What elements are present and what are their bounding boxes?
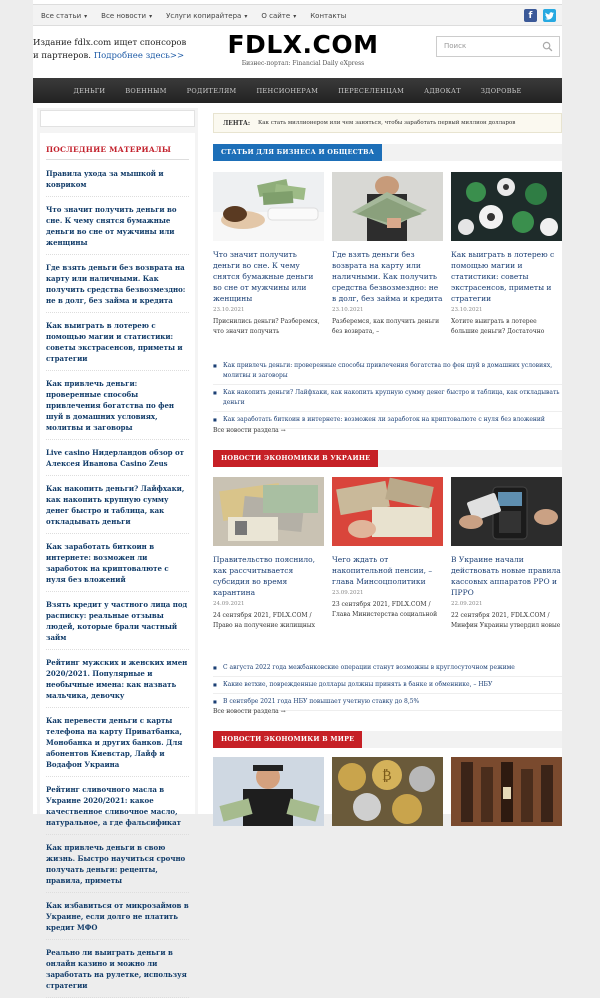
article-excerpt: Приснились деньги? Разберемся, что значит получить (213, 318, 320, 335)
main-nav-item[interactable]: РОДИТЕЛЯМ (186, 86, 237, 95)
sidebar-banner-slot (40, 110, 195, 127)
article-thumbnail[interactable] (213, 757, 324, 826)
chevron-down-icon: ▾ (84, 12, 88, 20)
latest-materials-widget (40, 133, 195, 990)
article-excerpt: 22 сентября 2021, FDLX.COM / Минфин Украины утвердил новые (451, 612, 561, 629)
top-nav-item[interactable] (41, 12, 87, 20)
chevron-down-icon: ▾ (149, 12, 153, 20)
article-thumbnail[interactable] (332, 757, 443, 826)
article-card[interactable] (332, 172, 443, 337)
sidebar-article-link[interactable]: Как накопить деньги? Лайфхаки, как накопить крупную сумму денег быстро и таблица, как откладывать деньги (46, 483, 189, 534)
search-placeholder: Поиск (444, 42, 467, 50)
section-header-world (213, 731, 562, 748)
main-nav-item[interactable]: ПЕРЕСЕЛЕНЦАМ (338, 86, 405, 95)
news-link[interactable]: ■ Как заработать биткоин в интернете: возможен ли заработок на криптовалюте с нуля без вложений (213, 412, 562, 429)
section-title[interactable]: НОВОСТИ ЭКОНОМИКИ В УКРАИНЕ (213, 450, 378, 467)
logo-subtitle: Бизнес-портал: Financial Daily eXpress (241, 60, 365, 67)
article-card[interactable] (451, 477, 562, 631)
sidebar-article-link[interactable]: Что значит получить деньги во сне. К чему снятся бумажные деньги во сне от мужчины или женщины (46, 204, 189, 255)
article-card[interactable] (332, 477, 443, 620)
twitter-icon[interactable] (543, 9, 556, 22)
ticker-headline[interactable]: Как стать миллионером или чем заняться, чтобы заработать первый миллион долларов (258, 120, 516, 126)
sidebar-article-link[interactable]: Как привлечь деньги: проверенные способы привлечения богатства по фен шуй в домашних условиях, молитвы и заговоры (46, 378, 189, 440)
article-excerpt: Разберемся, как получить деньги без возврата, – (332, 318, 440, 335)
more-link[interactable]: Все новости раздела → (213, 708, 286, 715)
article-date: 23.10.2021 (451, 307, 483, 313)
article-thumbnail[interactable] (451, 477, 562, 546)
top-nav-item[interactable] (310, 12, 346, 20)
article-title[interactable]: Что значит получить деньги во сне. К чему снятся бумажные деньги во сне от мужчины или женщины (213, 250, 314, 303)
facebook-icon[interactable]: f (524, 9, 537, 22)
section-header-ukraine (213, 450, 562, 467)
article-excerpt: 23 сентября 2021, FDLX.COM / Глава Министерства социальной (332, 601, 438, 618)
main-nav-item[interactable]: ВОЕННЫМ (125, 86, 167, 95)
search-icon[interactable] (542, 41, 553, 52)
main-nav-item[interactable]: АДВОКАТ (424, 86, 461, 95)
site-logo[interactable] (223, 31, 383, 67)
sponsor-promo (33, 37, 193, 63)
more-link[interactable]: Все новости раздела → (213, 427, 286, 434)
article-card[interactable] (451, 172, 562, 337)
sidebar-article-link[interactable]: Как выиграть в лотерею с помощью магии и статистики: советы экстрасенсов, приметы и стратегии (46, 320, 189, 371)
main-nav-item[interactable]: ПЕНСИОНЕРАМ (256, 86, 319, 95)
sidebar-article-link[interactable]: Как заработать биткоин в интернете: возможен ли заработок на криптовалюте с нуля без вложений (46, 541, 189, 592)
search-input[interactable] (436, 36, 560, 57)
svg-text:₿: ₿ (382, 768, 392, 784)
article-title[interactable]: Правительство пояснило, как рассчитывается субсидия во время карантина (213, 555, 316, 597)
latest-materials-list (46, 168, 189, 998)
top-nav-item[interactable] (261, 12, 296, 20)
sidebar-article-link[interactable]: Взять кредит у частного лица под расписку: реальные отзывы людей, которые брали частный займ (46, 599, 189, 650)
sidebar-title: ПОСЛЕДНИЕ МАТЕРИАЛЫ (46, 145, 172, 154)
chevron-down-icon: ▾ (244, 12, 248, 20)
sidebar-article-link[interactable]: Как избавиться от микрозаймов в Украине, если долго не платить кредит МФО (46, 900, 189, 940)
top-bar (33, 4, 562, 26)
article-card[interactable] (213, 757, 324, 826)
article-card[interactable] (213, 172, 324, 337)
main-nav (33, 78, 562, 103)
sidebar-article-link[interactable]: Рейтинг мужских и женских имен 2020/2021. Популярные и необычные имена: как назвать мальчика, девочку (46, 657, 189, 708)
promo-link[interactable]: Подробнее здесь>> (93, 51, 185, 61)
top-nav-label: О сайте (261, 12, 291, 20)
sidebar-article-link[interactable]: Правила ухода за мышкой и ковриком (46, 168, 189, 197)
section-header-business (213, 144, 562, 161)
sidebar-article-link[interactable]: Как привлечь деньги в свою жизнь. Быстро научиться срочно получать деньги: рецепты, правила, приметы (46, 842, 189, 893)
top-nav-item[interactable] (101, 12, 152, 20)
ticker-label: ЛЕНТА: (223, 119, 251, 127)
article-excerpt: Хотите выиграть в лотерее большие деньги? Достаточно (451, 318, 545, 335)
article-card[interactable] (332, 757, 443, 826)
top-nav-label: Контакты (310, 12, 347, 20)
news-link[interactable]: ■ Как привлечь деньги: проверенные способы привлечения богатства по фен шуй в домашних условиях, молитвы и заговоры (213, 358, 562, 385)
page (33, 0, 562, 990)
news-link[interactable]: ■ С августа 2022 года межбанковские операции станут возможны в круглосуточном режиме (213, 660, 562, 677)
news-link[interactable]: ■ Какие ветхие, поврежденные доллары должны принять в банке и обменнике, – НБУ (213, 677, 562, 694)
top-nav-label: Все новости (101, 12, 147, 20)
article-title[interactable]: Где взять деньги без возврата на карту или наличными. Как получить средства безвозмездно: не в долг, без займа и кредита (332, 250, 443, 303)
article-thumbnail[interactable] (451, 757, 562, 826)
article-date: 24.09.2021 (213, 601, 245, 607)
section-title[interactable]: СТАТЬИ ДЛЯ БИЗНЕСА И ОБЩЕСТВА (213, 144, 382, 161)
article-excerpt: 24 сентября 2021, FDLX.COM / Право на получение жилищных (213, 612, 316, 629)
social-links (524, 9, 556, 22)
top-nav (41, 5, 360, 27)
section-links-business (213, 358, 562, 429)
article-thumbnail[interactable] (451, 172, 562, 241)
article-thumbnail[interactable] (332, 477, 443, 546)
article-thumbnail[interactable] (213, 172, 324, 241)
divider (46, 159, 189, 160)
article-date: 23.10.2021 (332, 307, 364, 313)
sidebar-article-link[interactable]: Реально ли выиграть деньги в онлайн казино и можно ли заработать на рулетке, используя стратегии (46, 947, 189, 998)
sidebar-article-link[interactable]: Где взять деньги без возврата на карту или наличными. Как получить средства безвозмездно: не в долг, без займа и кредита (46, 262, 189, 313)
article-title[interactable]: В Украине начали действовать новые правила кассовых аппаратов РРО и ПРРО (451, 555, 561, 597)
sidebar (37, 108, 198, 990)
article-date: 22.09.2021 (451, 601, 483, 607)
article-card[interactable] (213, 477, 324, 631)
sidebar-article-link[interactable]: Как перевести деньги с карты телефона на карту Приватбанка, Монобанка и других банков. Для абонентов Киевстар, Лайф и Водафон Украина (46, 715, 189, 777)
article-thumbnail[interactable] (332, 172, 443, 241)
sidebar-article-link[interactable]: Live casino Нидерландов обзор от Алексея Иванова Casino Zeus (46, 447, 189, 476)
sidebar-article-link[interactable]: Рейтинг сливочного масла в Украине 2020/2021: какое качественное сливочное масло, натуральное, а где фальсификат (46, 784, 189, 835)
article-date: 23.09.2021 (332, 590, 364, 596)
section-links-ukraine (213, 660, 562, 711)
article-date: 23.10.2021 (213, 307, 245, 313)
section-title[interactable]: НОВОСТИ ЭКОНОМИКИ В МИРЕ (213, 731, 362, 748)
promo-text: Издание fdlx.com ищет спонсоров и партнеров. (33, 38, 187, 61)
news-ticker (213, 113, 562, 133)
article-card[interactable] (451, 757, 562, 826)
news-link[interactable]: ■ В сентябре 2021 года НБУ повышает учетную ставку до 8,5% (213, 694, 562, 711)
main-nav-item[interactable]: ДЕНЬГИ (73, 86, 106, 95)
chevron-down-icon: ▾ (293, 12, 297, 20)
top-nav-label: Все статьи (41, 12, 82, 20)
top-nav-label: Услуги копирайтера (166, 12, 242, 20)
logo-text: FDLX.COM (227, 30, 379, 59)
article-thumbnail[interactable] (213, 477, 324, 546)
top-nav-item[interactable] (166, 12, 247, 20)
article-title[interactable]: Как выиграть в лотерею с помощью магии и статистики: советы экстрасенсов, приметы и стратегии (451, 250, 555, 303)
article-title[interactable]: Чего ждать от накопительной пенсии, – глава Минсоцполитики (332, 555, 433, 586)
main-nav-item[interactable]: ЗДОРОВЬЕ (480, 86, 522, 95)
news-link[interactable]: ■ Как накопить деньги? Лайфхаки, как накопить крупную сумму денег быстро и таблица, как откладывать деньги (213, 385, 562, 412)
